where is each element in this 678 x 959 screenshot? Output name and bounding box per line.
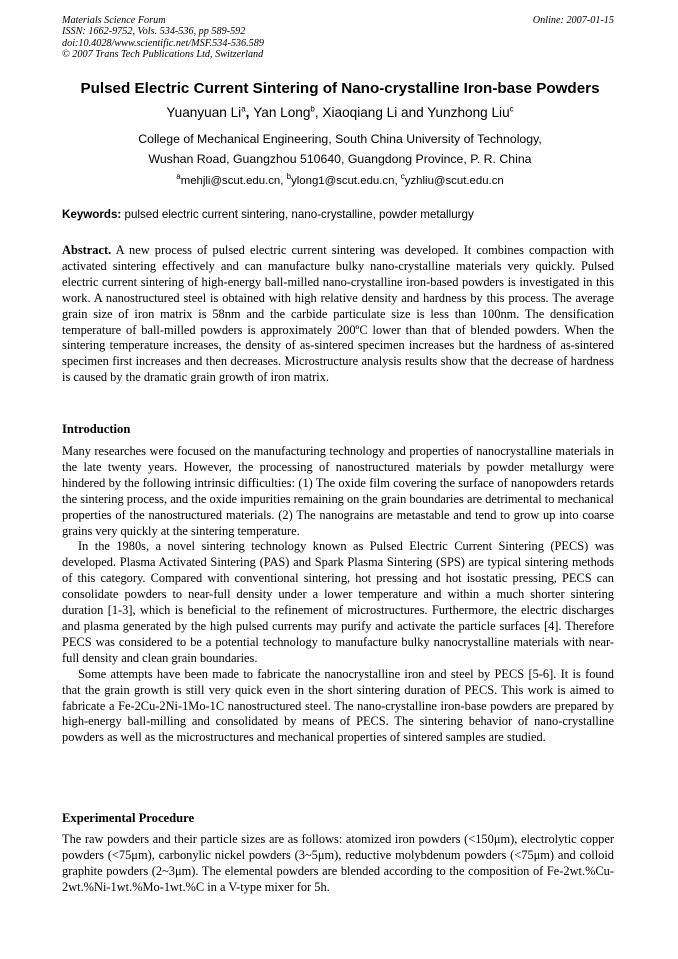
- experimental-heading: Experimental Procedure: [62, 811, 195, 825]
- copyright-line: © 2007 Trans Tech Publications Ltd, Switzerland: [62, 48, 264, 60]
- paragraph: Some attempts have been made to fabricate the nanocrystalline iron and steel by PECS [5-6]. It is found that the grain growth is still very quick even in the short sintering duration of PECS. This work is aimed to fabricate a Fe-2Cu-2Ni-1Mo-1C nanostructured steel. The nano-crystalline iron-base powders are prepared by high-energy ball-milling and consolidated by means of PECS. The sintering behavior of nano-crystalline powders as well as the microstructures and mechanical properties of sintered samples are studied.: [62, 666, 614, 745]
- email-line: [40, 174, 640, 189]
- affiliation-line-1: College of Mechanical Engineering, South China University of Technology,: [138, 132, 542, 146]
- keywords-text: pulsed electric current sintering, nano-crystalline, powder metallurgy: [121, 208, 474, 221]
- issn-line: ISSN: 1662-9752, Vols. 534-536, pp 589-592: [62, 26, 246, 38]
- author-name: Yuanyuan Li: [166, 105, 242, 120]
- email-address: yzhliu@scut.edu.cn: [404, 175, 504, 187]
- paragraph: In the 1980s, a novel sintering technology known as Pulsed Electric Current Sintering (PECS) was developed. Plasma Activated Sintering (PAS) and Spark Plasma Sintering (SPS) are typical sintering methods of this category. Compared with conventional sintering, hot pressing and hot isostatic pressing, PECS can consolidate powders to near-full density under a lower temperature and within a much shorter sintering duration [1-3], which is beneficial to the refinement of microstructures. Furthermore, the electric discharges and plasma generated by the high pulsed currents may purify and activate the particle surfaces [4]. Therefore PECS was considered to be a potential technology to manufacture bulky nanocrystalline materials with near-full density and clean grain boundaries.: [62, 539, 614, 665]
- author-name: Yan Long: [253, 105, 311, 120]
- email-address: mehjli@scut.edu.cn,: [180, 175, 287, 187]
- keywords-label: Keywords:: [62, 208, 122, 221]
- email-mark: b: [286, 172, 292, 182]
- journal-name: Materials Science Forum: [62, 15, 166, 26]
- abstract-label: Abstract.: [62, 243, 112, 257]
- introduction-heading: Introduction: [62, 422, 131, 436]
- abstract-text: A new process of pulsed electric current sintering was developed. It combines compaction with activated sintering effectively and can manufacture bulky nano-crystalline materials very quickly. Pulsed electric current sintering of high-energy ball-milled nano-crystalline iron-based powders is investigated in this work. A nanostructured steel is obtained with high relative density and hardness by this process. The average grain size of iron matrix is 58nm and the carbide particulate size is less than 100nm. The densification temperature of ball-milled powders is approximately 200ºC lower than that of blended powders. When the sintering temperature increases, the density of as-sintered specimen increases but the hardness of as-sintered specimen first increases and then decreases. Microstructure analysis results show that the decrease of hardness is caused by the dramatic grain growth of iron matrix.: [62, 243, 614, 385]
- paper-title: Pulsed Electric Current Sintering of Nano-crystalline Iron-base Powders: [80, 80, 600, 97]
- paragraph: Many researches were focused on the manufacturing technology and properties of nanocrystalline materials in the late twenty years. However, the processing of nanostructured materials by powder metallurgy were hindered by the following intrinsic difficulties: (1) The oxide film covering the surface of nanopowders retards the sintering process, and the oxide impurities remaining on the grain boundaries are detrimental to mechanical properties of the nanostructured materials. (2) The nanograins are metastable and tend to grow up into coarse grains very quickly at the sintering temperature.: [62, 444, 614, 538]
- email-address: ylong1@scut.edu.cn,: [291, 175, 401, 187]
- author-list: [40, 104, 640, 122]
- email-mark: c: [400, 172, 405, 182]
- doi-line: doi:10.4028/www.scientific.net/MSF.534-536.589: [62, 37, 264, 49]
- experimental-body: [62, 832, 614, 896]
- journal-header: [62, 15, 614, 60]
- introduction-body: [62, 444, 614, 746]
- author-separator: ,: [245, 105, 254, 120]
- author-affil-mark: b: [310, 104, 315, 114]
- online-date: Online: 2007-01-15: [532, 15, 614, 26]
- abstract: [62, 243, 614, 386]
- affiliation-line-2: Wushan Road, Guangzhou 510640, Guangdong Province, P. R. China: [148, 152, 532, 166]
- author-names-rest: , Xiaoqiang Li and Yunzhong Liu: [314, 105, 510, 120]
- keywords: [62, 207, 622, 222]
- email-mark: a: [176, 172, 181, 182]
- author-affil-mark: c: [509, 104, 514, 114]
- paragraph: The raw powders and their particle sizes are as follows: atomized iron powders (<150μm), electrolytic copper powders (<75μm), carbonylic nickel powders (3~5μm), reductive molybdenum powders (<75μm) and colloid graphite powders (2~3μm). The elemental powders are blended according to the composition of Fe-2wt.%Cu-2wt.%Ni-1wt.%Mo-1wt.%C in a V-type mixer for 5h.: [62, 832, 614, 894]
- author-affil-mark: a: [241, 104, 246, 114]
